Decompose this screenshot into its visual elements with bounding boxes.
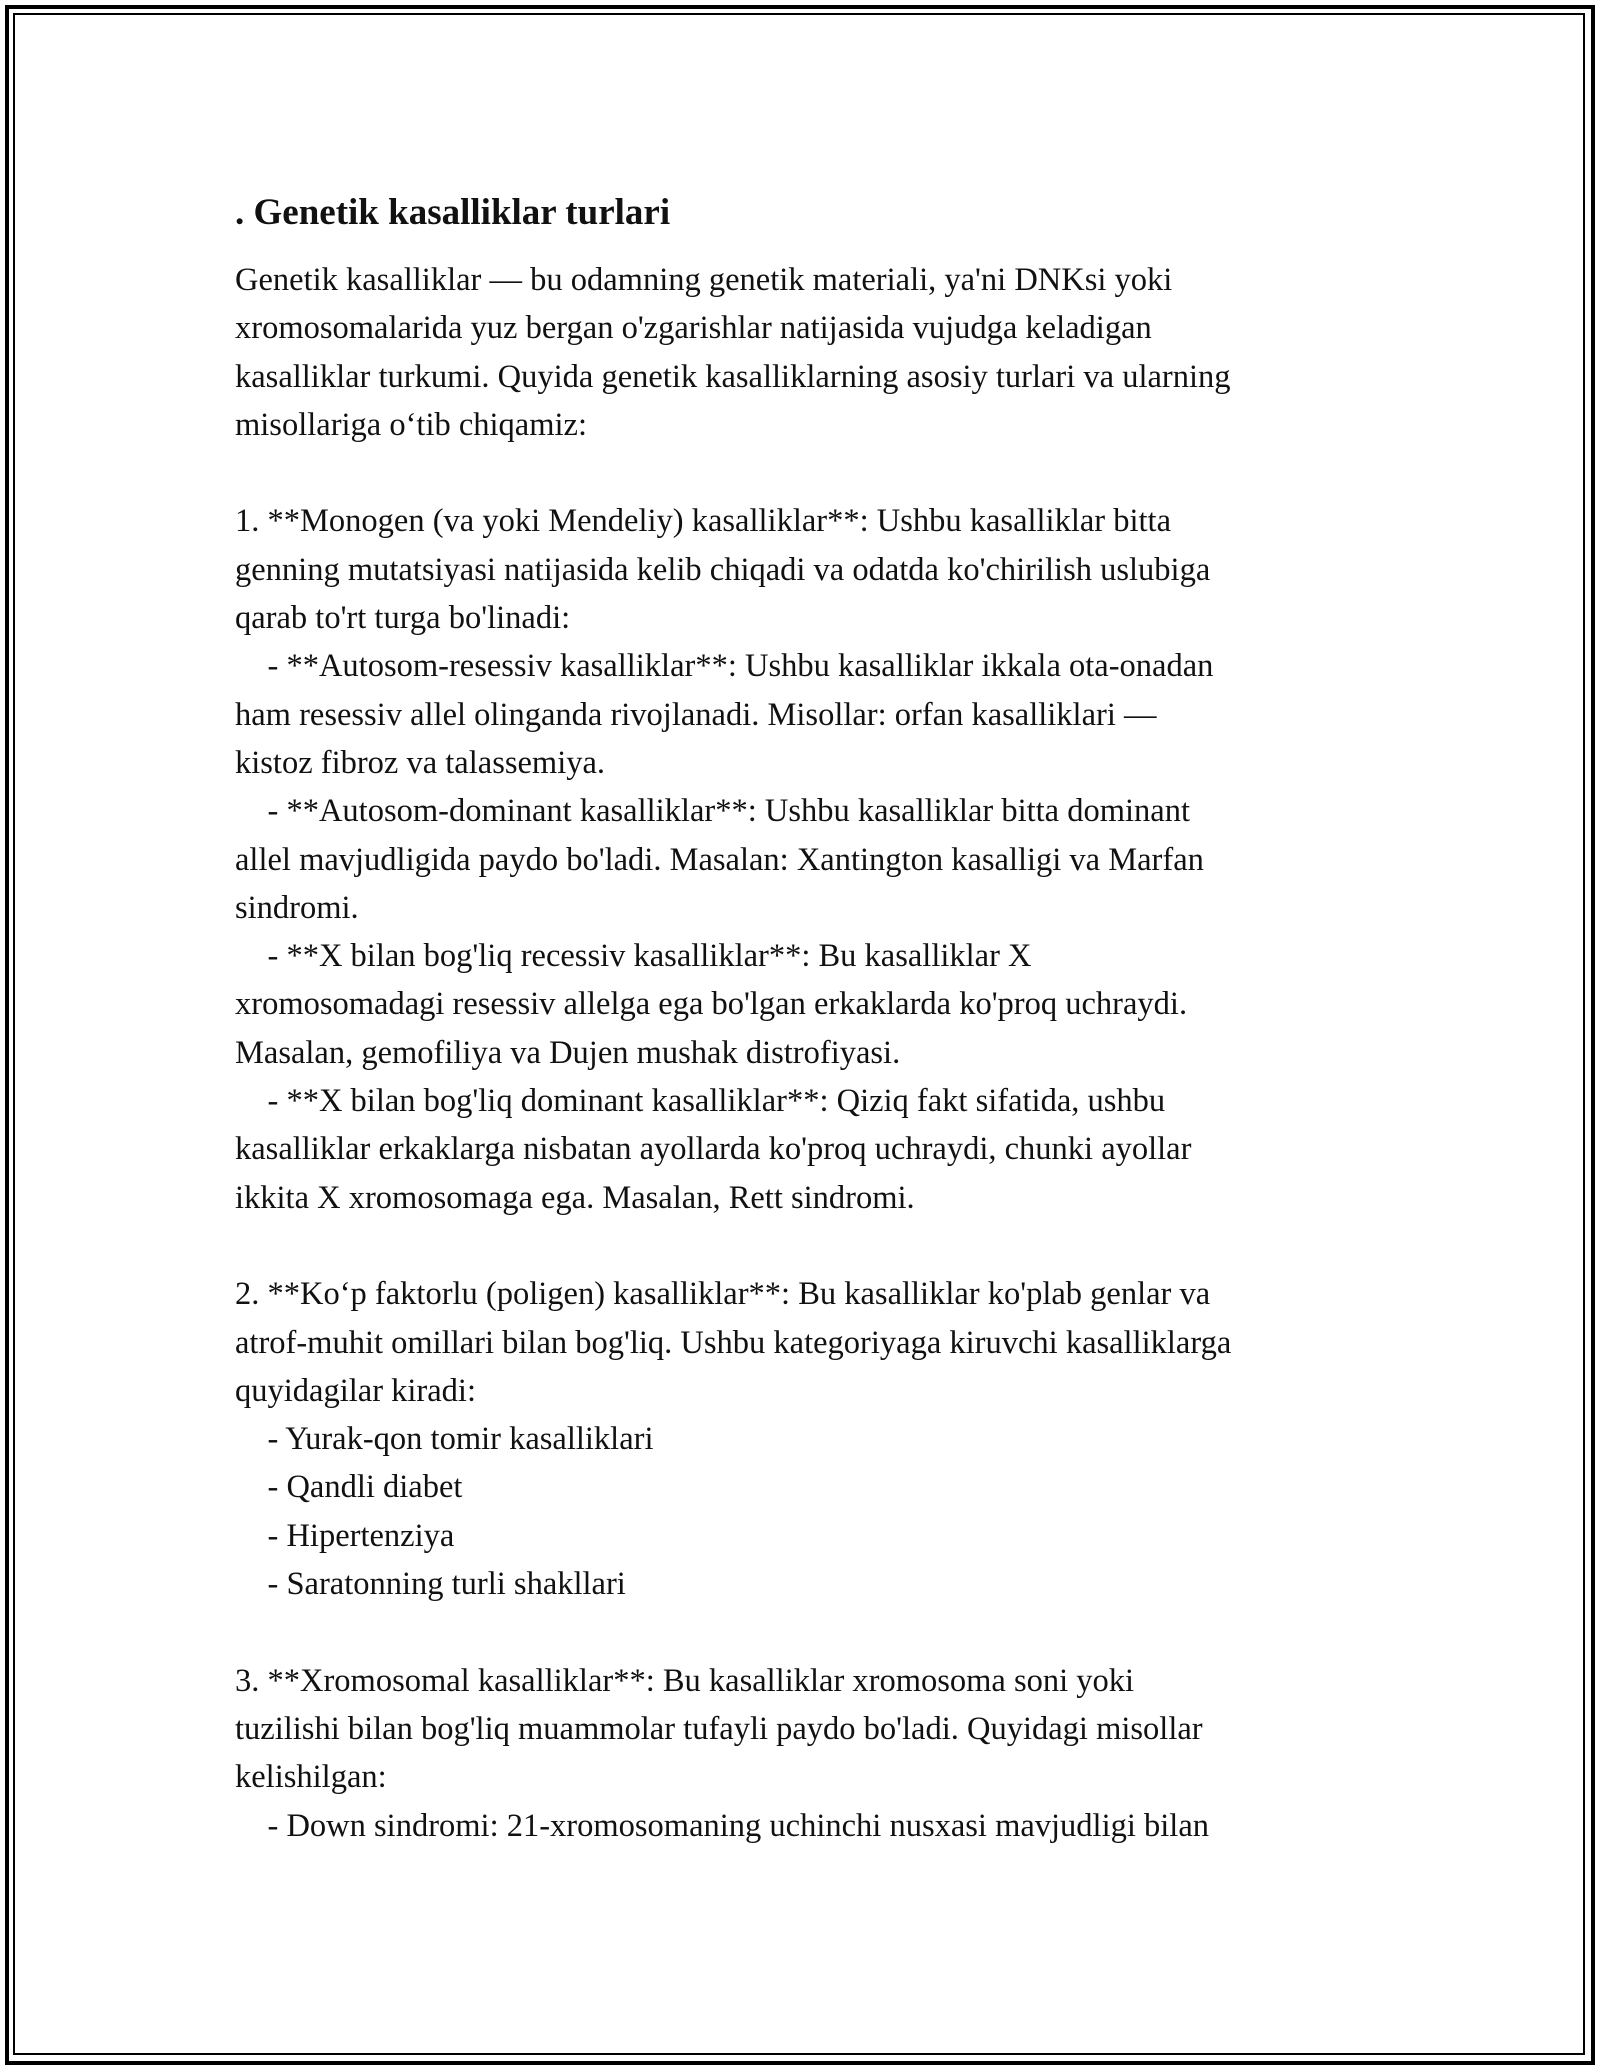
text-line: xromosomalarida yuz bergan o'zgarishlar natijasida vujudga keladigan [235,310,1152,347]
text-line: kasalliklar turkumi. Quyida genetik kasalliklarning asosiy turlari va ularning [235,358,1231,395]
blank-line [235,1608,1385,1656]
document-body [235,186,1385,1850]
text-line: ham resessiv allel olinganda rivojlanadi. Misollar: orfan kasalliklari — [235,696,1157,733]
text-line: allel mavjudligida paydo bo'ladi. Masalan: Xantington kasalligi va Marfan [235,841,1204,878]
text-line: - Hipertenziya [235,1517,455,1554]
text-line: - Yurak-qon tomir kasalliklari [235,1421,654,1458]
text-line: - **Autosom-dominant kasalliklar**: Ushbu kasalliklar bitta dominant [235,793,1190,830]
text-line: - **X bilan bog'liq recessiv kasalliklar**: Bu kasalliklar X [235,938,1032,975]
text-line: - Qandli diabet [235,1469,463,1506]
text-line: kelishilgan: [235,1759,387,1796]
text-line: genning mutatsiyasi natijasida kelib chiqadi va odatda ko'chirilish uslubiga [235,551,1211,588]
blank-line [235,1222,1385,1270]
text-line: kistoz fibroz va talassemiya. [235,744,606,781]
text-line: 3. **Xromosomal kasalliklar**: Bu kasalliklar xromosoma soni yoki [235,1662,1135,1699]
text-line: sindromi. [235,889,359,926]
text-line: qarab to'rt turga bo'linadi: [235,600,571,637]
text-line: kasalliklar erkaklarga nisbatan ayollarda ko'proq uchraydi, chunki ayollar [235,1131,1192,1168]
text-line: 2. **Ko‘p faktorlu (poligen) kasalliklar**: Bu kasalliklar ko'plab genlar va [235,1276,1211,1313]
text-line: xromosomadagi resessiv allelga ega bo'lgan erkaklarda ko'proq uchraydi. [235,986,1188,1023]
text-line: quyidagilar kiradi: [235,1372,476,1409]
text-line: tuzilishi bilan bog'liq muammolar tufayli paydo bo'ladi. Quyidagi misollar [235,1710,1203,1747]
text-line: - **X bilan bog'liq dominant kasalliklar**: Qiziq fakt sifatida, ushbu [235,1083,1166,1120]
text-line: Genetik kasalliklar — bu odamning genetik materiali, ya'ni DNKsi yoki [235,262,1173,298]
text-line: misollariga o‘tib chiqamiz: [235,406,587,443]
text-line: ikkita X xromosomaga ega. Masalan, Rett sindromi. [235,1179,915,1216]
text-line: 1. **Monogen (va yoki Mendeliy) kasalliklar**: Ushbu kasalliklar bitta [235,503,1171,540]
text-line: - Saratonning turli shakllari [235,1566,626,1603]
text-line: - **Autosom-resessiv kasalliklar**: Ushbu kasalliklar ikkala ota-onadan [235,648,1214,685]
text-line: Masalan, gemofiliya va Dujen mushak distrofiyasi. [235,1034,901,1071]
document-title: . Genetik kasalliklar turlari [235,192,671,233]
text-line: atrof-muhit omillari bilan bog'liq. Ushbu kategoriyaga kiruvchi kasalliklarga [235,1324,1232,1361]
blank-line [235,449,1385,497]
document-text [235,256,1385,1850]
text-line: - Down sindromi: 21-xromosomaning uchinchi nusxasi mavjudligi bilan [235,1807,1210,1844]
